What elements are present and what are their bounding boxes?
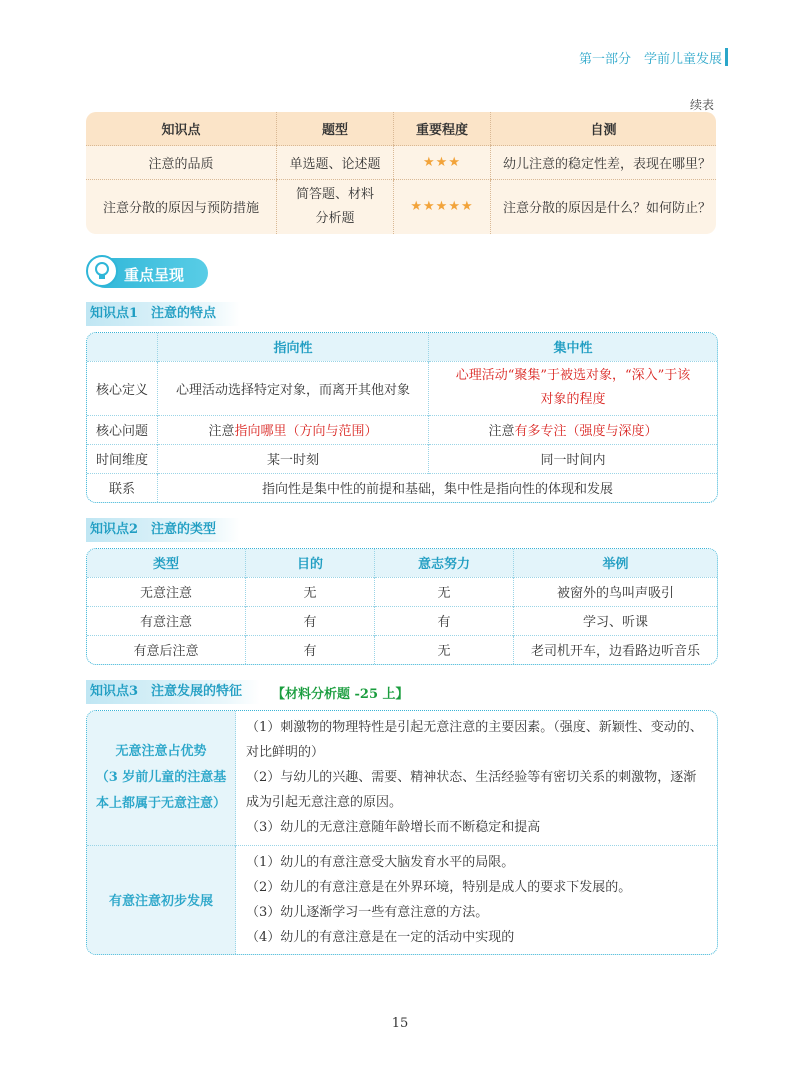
continued-label: 续表	[689, 98, 714, 112]
list-item: （2）幼儿的有意注意是在外界环境，特别是成人的要求下发展的。	[246, 879, 632, 895]
cell-line: 分析题	[315, 210, 355, 226]
kp1-title: 知识点1 注意的特点	[86, 302, 240, 326]
cell: 注意的品质	[86, 146, 277, 180]
cell-line: 简答题、材料	[295, 186, 374, 202]
kp3-table	[87, 711, 717, 954]
cell-line: 对象的程度	[540, 392, 606, 407]
page-number: 15	[391, 1016, 409, 1031]
cell: 注意分散的原因与预防措施	[102, 201, 259, 217]
table-row	[86, 180, 716, 234]
header-cell: 类型	[87, 549, 246, 577]
table-row	[86, 146, 716, 180]
header-cell: 重要程度	[394, 112, 491, 146]
cell	[429, 415, 718, 444]
list-item: （4）幼儿的有意注意是在一定的活动中实现的	[246, 929, 515, 945]
cell: 注意分散的原因是什么？如何防止？	[491, 180, 717, 234]
kp3-table-box	[86, 710, 718, 955]
cell: 心理活动选择特定对象，而离开其他对象	[158, 361, 429, 415]
cell: 学习、听课	[514, 606, 718, 635]
section-badge	[90, 258, 208, 288]
cell: 无	[375, 577, 514, 606]
lightbulb-icon	[86, 255, 118, 287]
list-item: （1）刺激物的物理特性是引起无意注意的主要因素。（强度、新颖性、变动的、对比鲜明的）	[246, 720, 703, 761]
cell	[236, 845, 718, 954]
header-cell	[87, 333, 158, 361]
table-row	[87, 473, 717, 502]
table-row	[87, 711, 717, 845]
list-item: （2）与幼儿的兴趣、需要、精神状态、生活经验等有密切关系的刺激物，逐渐成为引起无意注意的原因。	[246, 770, 697, 811]
cell: 有	[246, 606, 375, 635]
cell: 同一时间内	[429, 444, 718, 473]
label-line: （3 岁前儿童的注意基	[95, 769, 227, 785]
cell: 单选题、论述题	[277, 146, 394, 180]
header-cell: 集中性	[429, 333, 718, 361]
cell: 被窗外的鸟叫声吸引	[514, 577, 718, 606]
table-header-row	[87, 549, 717, 577]
row-label: 时间维度	[87, 444, 158, 473]
table-row	[87, 444, 717, 473]
list-item: （1）幼儿的有意注意受大脑发育水平的局限。	[246, 854, 515, 870]
section-title: 重点呈现	[124, 266, 185, 284]
cell: 老司机开车，边看路边听音乐	[514, 635, 718, 664]
header-cell: 题型	[277, 112, 394, 146]
cell: 无	[375, 635, 514, 664]
kp2-title: 知识点2 注意的类型	[86, 518, 240, 542]
kp1-table	[87, 333, 717, 502]
table-row	[87, 845, 717, 954]
kp3-title: 知识点3 注意发展的特征	[86, 680, 260, 704]
cell: 幼儿注意的稳定性差，表现在哪里？	[491, 146, 717, 180]
row-label: 核心问题	[87, 415, 158, 444]
row-label: 联系	[87, 473, 158, 502]
row-label	[87, 711, 236, 845]
cell: 有意注意	[87, 606, 246, 635]
cell: 无意注意	[87, 577, 246, 606]
kp2-table-box	[86, 548, 718, 665]
header-cell: 目的	[246, 549, 375, 577]
row-label: 有意注意初步发展	[87, 845, 236, 954]
rating-stars: ★★★	[394, 146, 491, 180]
table-row	[87, 606, 717, 635]
kp2-table	[87, 549, 717, 664]
label-line: 本上都属于无意注意）	[95, 795, 226, 811]
row-label: 核心定义	[87, 361, 158, 415]
rating-stars: ★★★★★	[394, 180, 491, 234]
cell-line: 心理活动“聚集”于被选对象，“深入”于该	[455, 368, 691, 383]
overview-table	[86, 112, 716, 234]
cell: 有	[375, 606, 514, 635]
highlight-text: 指向哪里（方向与范围）	[234, 424, 378, 439]
cell	[158, 415, 429, 444]
cell: 有	[246, 635, 375, 664]
table-row	[87, 635, 717, 664]
header-cell: 举例	[514, 549, 718, 577]
cell	[429, 361, 718, 415]
cell: 有意后注意	[87, 635, 246, 664]
cell: 指向性是集中性的前提和基础，集中性是指向性的体现和发展	[158, 473, 718, 502]
cell-text: 注意	[488, 424, 515, 439]
list-item: （3）幼儿逐渐学习一些有意注意的方法。	[246, 904, 489, 920]
header-cell: 知识点	[86, 112, 277, 146]
header-cell: 意志努力	[375, 549, 514, 577]
table-header-row	[86, 112, 716, 146]
table-header-row	[87, 333, 717, 361]
cell	[277, 180, 394, 234]
exam-tag: 【材料分析题 -25 上】	[272, 687, 409, 702]
running-header: 第一部分 学前儿童发展	[578, 52, 722, 67]
cell-text: 注意	[208, 424, 235, 439]
table-row	[87, 415, 717, 444]
list-item: （3）幼儿的无意注意随年龄增长而不断稳定和提高	[246, 820, 541, 836]
header-cell: 自测	[491, 112, 717, 146]
header-cell: 指向性	[158, 333, 429, 361]
cell: 无	[246, 577, 375, 606]
kp1-table-box	[86, 332, 718, 503]
label-line: 无意注意占优势	[115, 743, 207, 759]
highlight-text: 有多专注（强度与深度）	[514, 424, 658, 439]
header-bar	[725, 48, 728, 66]
table-row	[87, 361, 717, 415]
table-row	[87, 577, 717, 606]
cell: 某一时刻	[158, 444, 429, 473]
cell	[236, 711, 718, 845]
